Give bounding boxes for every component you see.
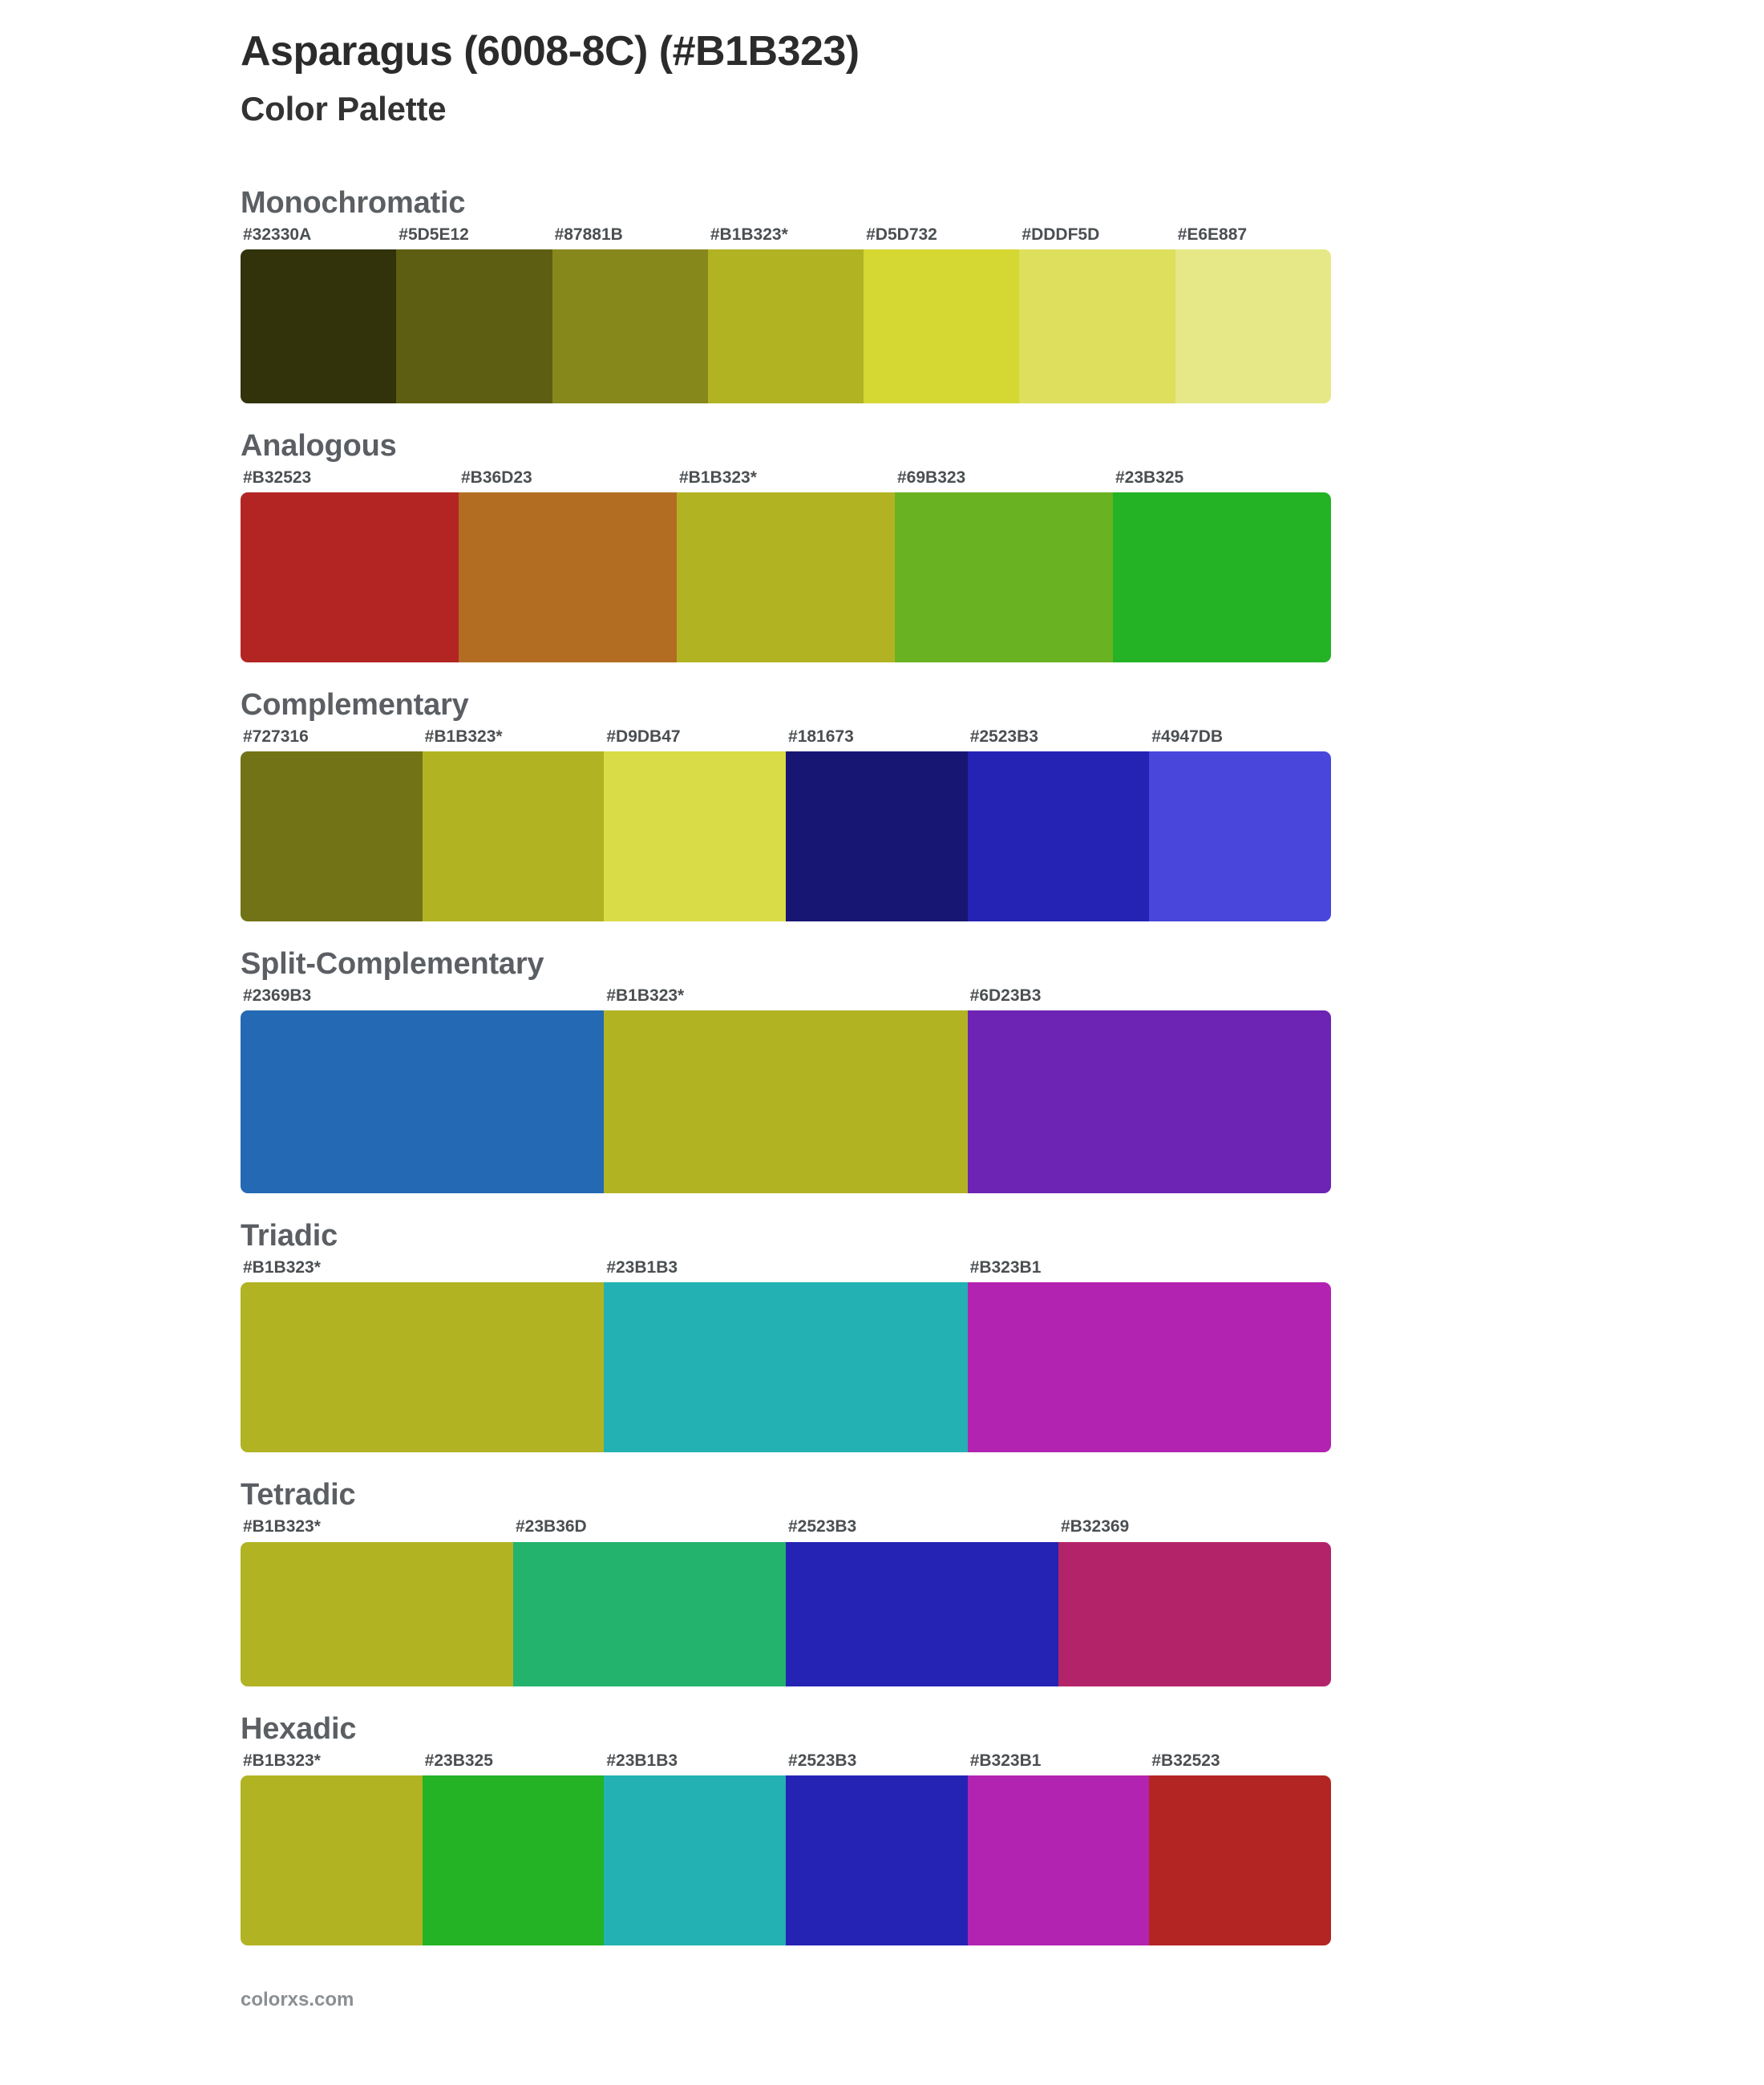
swatch-row (241, 225, 1331, 403)
swatch-label: #32330A (243, 225, 312, 244)
swatch[interactable] (968, 727, 1150, 921)
swatch-label: #181673 (788, 727, 854, 747)
swatch-label: #2523B3 (788, 1751, 857, 1770)
swatch-chip[interactable] (708, 249, 864, 403)
swatch[interactable] (1058, 1517, 1331, 1686)
swatch-chip[interactable] (241, 751, 423, 921)
swatch-label: #6D23B3 (969, 986, 1042, 1006)
section-title: Monochromatic (241, 186, 466, 220)
swatch[interactable] (396, 225, 552, 403)
palette-section-monochromatic (0, 186, 1764, 403)
swatch-label: #2523B3 (969, 727, 1038, 747)
swatch-label: #23B1B3 (606, 1751, 678, 1770)
swatch-chip[interactable] (241, 1542, 513, 1686)
swatch-row (241, 1751, 1331, 1945)
swatch-chip[interactable] (864, 249, 1019, 403)
swatch[interactable] (1113, 468, 1331, 662)
palette-section-complementary (0, 688, 1764, 921)
swatch-label: #B1B323* (424, 727, 503, 747)
swatch-label: #B1B323* (606, 986, 685, 1006)
swatch-label: #B1B323* (679, 468, 757, 488)
swatch-label: #B323B1 (969, 1258, 1042, 1277)
swatch-label: #727316 (243, 727, 309, 747)
swatch-chip[interactable] (459, 492, 677, 662)
swatch-label: #B32369 (1061, 1517, 1130, 1536)
swatch-chip[interactable] (552, 249, 708, 403)
section-title: Analogous (241, 429, 397, 464)
swatch[interactable] (864, 225, 1019, 403)
page-header (0, 0, 1764, 128)
swatch-chip[interactable] (241, 1775, 423, 1945)
swatch-row (241, 468, 1331, 662)
swatch-chip[interactable] (968, 1282, 1331, 1452)
swatch-chip[interactable] (241, 1010, 604, 1193)
swatch-chip[interactable] (241, 249, 396, 403)
swatch-label: #DDDF5D (1022, 225, 1100, 244)
swatch-row (241, 727, 1331, 921)
swatch-label: #B32523 (1151, 1751, 1220, 1770)
swatch[interactable] (604, 727, 786, 921)
swatch-label: #B32523 (243, 468, 312, 488)
swatch[interactable] (968, 986, 1331, 1193)
swatch-chip[interactable] (968, 1775, 1150, 1945)
swatch-label: #B1B323* (710, 225, 788, 244)
section-title: Tetradic (241, 1478, 356, 1512)
swatch-chip[interactable] (786, 1775, 968, 1945)
swatch[interactable] (459, 468, 677, 662)
swatch[interactable] (423, 727, 605, 921)
swatch-chip[interactable] (1058, 1542, 1331, 1686)
swatch[interactable] (241, 986, 604, 1193)
swatch[interactable] (708, 225, 864, 403)
swatch-chip[interactable] (1113, 492, 1331, 662)
swatch-row (241, 1517, 1331, 1686)
swatch-label: #B1B323* (243, 1751, 321, 1770)
swatch-chip[interactable] (968, 1010, 1331, 1193)
swatch[interactable] (604, 986, 967, 1193)
swatch-label: #E6E887 (1177, 225, 1248, 244)
swatch[interactable] (1175, 225, 1331, 403)
swatch[interactable] (241, 468, 459, 662)
page-footer (0, 1945, 1764, 2034)
swatch-label: #4947DB (1151, 727, 1224, 747)
swatch-label: #2523B3 (788, 1517, 857, 1536)
swatch-chip[interactable] (604, 1775, 786, 1945)
swatch-chip[interactable] (968, 751, 1150, 921)
swatch[interactable] (241, 1517, 513, 1686)
swatch[interactable] (786, 727, 968, 921)
palette-sections (0, 186, 1764, 1945)
swatch[interactable] (968, 1258, 1331, 1452)
swatch-label: #69B323 (897, 468, 966, 488)
swatch[interactable] (552, 225, 708, 403)
swatch-chip[interactable] (1149, 1775, 1331, 1945)
section-title: Split-Complementary (241, 947, 544, 982)
swatch-label: #B1B323* (243, 1517, 321, 1536)
swatch-label: #B1B323* (243, 1258, 321, 1277)
swatch-label: #23B325 (1115, 468, 1184, 488)
palette-section-split-complementary (0, 947, 1764, 1193)
swatch-chip[interactable] (1175, 249, 1331, 403)
swatch[interactable] (241, 1258, 604, 1452)
page-title: Asparagus (6008-8C) (#B1B323) (241, 28, 860, 75)
swatch-chip[interactable] (677, 492, 895, 662)
swatch-label: #5D5E12 (399, 225, 469, 244)
swatch-chip[interactable] (241, 492, 459, 662)
swatch[interactable] (677, 468, 895, 662)
swatch[interactable] (423, 1751, 605, 1945)
swatch[interactable] (604, 1258, 967, 1452)
swatch-chip[interactable] (895, 492, 1113, 662)
section-title: Complementary (241, 688, 469, 723)
swatch-chip[interactable] (241, 1282, 604, 1452)
swatch-chip[interactable] (513, 1542, 786, 1686)
swatch-label: #23B1B3 (606, 1258, 678, 1277)
swatch-row (241, 986, 1331, 1193)
swatch[interactable] (1149, 1751, 1331, 1945)
section-title: Triadic (241, 1219, 338, 1253)
swatch[interactable] (604, 1751, 786, 1945)
swatch[interactable] (1019, 225, 1175, 403)
palette-section-analogous (0, 429, 1764, 662)
swatch-label: #87881B (554, 225, 623, 244)
swatch-label: #D9DB47 (606, 727, 681, 747)
page-subtitle: Color Palette (241, 90, 447, 128)
swatch[interactable] (241, 225, 396, 403)
swatch-chip[interactable] (423, 1775, 605, 1945)
swatch-chip[interactable] (786, 751, 968, 921)
swatch[interactable] (1149, 727, 1331, 921)
section-title: Hexadic (241, 1711, 357, 1746)
swatch-label: #D5D732 (866, 225, 937, 244)
swatch-chip[interactable] (423, 751, 605, 921)
swatch-chip[interactable] (604, 751, 786, 921)
swatch-label: #23B36D (516, 1517, 587, 1536)
site-name[interactable]: colorxs.com (241, 1988, 354, 2010)
swatch-chip[interactable] (396, 249, 552, 403)
swatch[interactable] (241, 727, 423, 921)
swatch-label: #B36D23 (461, 468, 532, 488)
swatch[interactable] (513, 1517, 786, 1686)
swatch[interactable] (786, 1517, 1058, 1686)
swatch-chip[interactable] (604, 1010, 967, 1193)
swatch-label: #2369B3 (243, 986, 312, 1006)
swatch-label: #23B325 (424, 1751, 493, 1770)
swatch-label: #B323B1 (969, 1751, 1042, 1770)
swatch[interactable] (895, 468, 1113, 662)
swatch[interactable] (241, 1751, 423, 1945)
swatch-chip[interactable] (786, 1542, 1058, 1686)
palette-section-hexadic (0, 1712, 1764, 1945)
swatch-chip[interactable] (1149, 751, 1331, 921)
swatch-chip[interactable] (604, 1282, 967, 1452)
swatch-row (241, 1258, 1331, 1452)
swatch-chip[interactable] (1019, 249, 1175, 403)
swatch[interactable] (786, 1751, 968, 1945)
palette-section-tetradic (0, 1478, 1764, 1686)
palette-section-triadic (0, 1219, 1764, 1452)
swatch[interactable] (968, 1751, 1150, 1945)
